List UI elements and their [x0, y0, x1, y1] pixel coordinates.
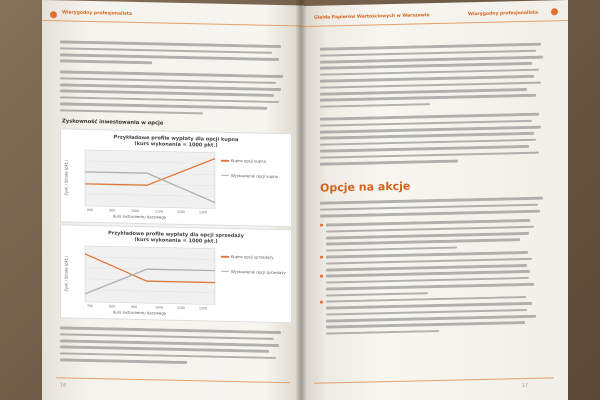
svg-text:1000: 1000	[131, 208, 140, 214]
svg-text:1200: 1200	[199, 306, 208, 311]
svg-text:1100: 1100	[155, 209, 164, 214]
put-chart-subtitle: (kurs wykonania = 1000 pkt.)	[134, 236, 218, 245]
call-xlabel: Kurs instrumentu bazowego	[113, 213, 167, 220]
put-legend-buyer: Kupno opcji sprzedaży	[221, 255, 287, 261]
right-paragraph-3	[320, 196, 552, 220]
call-ylabel: Zysk / Strata (pkt.)	[63, 159, 69, 196]
svg-text:1300: 1300	[199, 210, 208, 215]
svg-text:1100: 1100	[177, 305, 186, 310]
svg-text:900: 900	[109, 208, 116, 213]
right-page-header: Giełda Papierów Wartościowych w Warszawie	[314, 13, 430, 21]
left-page-number: 16	[60, 382, 67, 389]
put-legend-writer: Wystawienie opcji sprzedaży	[221, 269, 287, 275]
call-payoff-chart	[60, 128, 292, 227]
logo-icon	[50, 11, 57, 18]
right-paragraph-1	[320, 42, 550, 111]
put-legend	[221, 255, 287, 276]
left-paragraph-1	[60, 40, 290, 70]
left-paragraph-2	[60, 70, 290, 120]
put-payoff-chart	[60, 224, 292, 323]
book-gutter	[296, 0, 306, 400]
right-page-number: 17	[521, 382, 528, 390]
left-paragraph-3	[60, 326, 290, 369]
call-plot-area	[85, 150, 215, 209]
svg-text:900: 900	[131, 304, 138, 309]
put-plot-area	[85, 246, 215, 305]
put-ylabel: Zysk / Strata (pkt.)	[63, 255, 69, 292]
svg-text:1200: 1200	[177, 209, 186, 214]
svg-text:700: 700	[87, 303, 94, 309]
header-rule	[42, 20, 304, 26]
right-page	[300, 0, 568, 400]
footer-rule	[56, 377, 290, 383]
left-subheading: Zyskowność inwestowania w opcje	[62, 118, 164, 127]
call-legend	[221, 159, 287, 180]
put-chart-title: Przykładowe profile wypłaty dla opcji sprzedaży	[108, 230, 244, 240]
call-chart-subtitle: (kurs wykonania = 1000 pkt.)	[134, 140, 218, 149]
left-page	[42, 0, 304, 400]
call-chart-title: Przykładowe profile wypłaty dla opcji kupna	[113, 134, 239, 144]
call-legend-buyer: Kupno opcji kupna	[221, 159, 287, 165]
call-legend-writer: Wystawienie opcji kupna	[221, 173, 287, 179]
right-heading: Opcje na akcje	[320, 179, 411, 195]
svg-text:800: 800	[109, 304, 116, 309]
left-page-header: Wiarygodny profesjonalista	[62, 10, 132, 17]
logo-icon-right	[551, 8, 558, 15]
right-paragraph-2	[320, 112, 550, 168]
right-page-header-right: Wiarygodny profesjonalista	[468, 10, 538, 18]
svg-text:800: 800	[87, 207, 94, 213]
svg-text:1000: 1000	[155, 305, 164, 310]
put-xlabel: Kurs instrumentu bazowego	[113, 309, 167, 316]
right-bullet-list	[320, 218, 552, 338]
footer-rule-right	[314, 377, 554, 383]
